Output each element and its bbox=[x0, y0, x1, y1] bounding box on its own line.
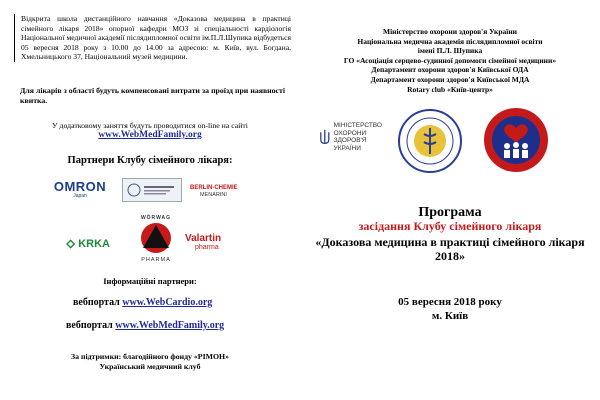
association-seal-icon bbox=[482, 106, 550, 174]
worwag-mark-icon bbox=[136, 221, 176, 255]
event-city: м. Київ bbox=[431, 310, 469, 322]
moz-logo-line: ОХОРОНИ bbox=[333, 129, 367, 137]
organizers-block bbox=[300, 27, 600, 94]
academy-seal-icon bbox=[397, 108, 463, 174]
webcardio-link[interactable]: www.WebCardio.org bbox=[122, 297, 213, 308]
moz-logo bbox=[320, 112, 382, 162]
krka-mark-icon bbox=[66, 237, 75, 251]
online-note: У додатковому заняття будуть проводитися on-line на сайті bbox=[52, 121, 248, 130]
trident-icon bbox=[320, 127, 330, 147]
krka-logo-text: KRKA bbox=[78, 238, 110, 250]
moz-logo-line: ЗДОРОВ'Я bbox=[333, 137, 367, 144]
organizer-line: Міністерство охорони здоров'я України bbox=[382, 27, 517, 36]
moz-logo-line: МІНІСТЕРСТВО bbox=[333, 122, 382, 129]
omron-logo-text: OMRON bbox=[53, 178, 107, 194]
partner-logo-medical-university bbox=[122, 178, 182, 202]
site-link[interactable]: www.WebMedFamily.org bbox=[98, 130, 202, 140]
worwag-logo bbox=[134, 210, 178, 268]
portal-label: вебпортал bbox=[66, 320, 113, 331]
berlin-chemie-logo-text: BERLIN-CHEMIE bbox=[190, 184, 238, 191]
program-theme: «Доказова медицина в практиці сімейного лікаря 2018» bbox=[315, 235, 585, 263]
organizer-line: Департамент охорони здоров'я Київської ОДА bbox=[371, 65, 529, 75]
program-title: Програма bbox=[418, 205, 482, 220]
info-partners-title: Інформаційні партнери: bbox=[103, 276, 197, 286]
berlin-chemie-logo bbox=[190, 180, 244, 202]
right-panel bbox=[300, 0, 600, 400]
berlin-chemie-logo-sub: MENARINI bbox=[200, 191, 227, 198]
portal-line-webmedfamily bbox=[66, 320, 224, 331]
organizer-line: ГО «Асоціація серцево-судинної допомоги сімейної медицини» bbox=[343, 55, 557, 65]
partners-title: Партнери Клубу сімейного лікаря: bbox=[67, 155, 233, 166]
club-note: Український медичний клуб bbox=[99, 362, 201, 371]
moz-logo-text bbox=[334, 122, 382, 152]
organizer-line: імені П.Л. Шупика bbox=[417, 46, 483, 56]
krka-logo bbox=[66, 236, 110, 252]
valartin-logo bbox=[185, 230, 233, 256]
organizer-line: Rotary club «Київ-центр» bbox=[407, 84, 493, 94]
worwag-logo-sub: PHARMA bbox=[141, 257, 171, 263]
portal-label: вебпортал bbox=[73, 297, 120, 308]
valartin-logo-sub: pharma bbox=[195, 244, 219, 251]
omron-logo-sub: Japan bbox=[73, 192, 87, 199]
support-note: За підтримки: благодійного фонду «РІМОН» bbox=[70, 352, 229, 361]
building-icon bbox=[125, 181, 179, 199]
worwag-logo-text: WÖRWAG bbox=[140, 215, 172, 221]
compensation-note: Для лікарів з області будуть компенсовані витрати за проїзд при наявності квитка. bbox=[20, 86, 285, 105]
portal-line-webcardio bbox=[73, 297, 212, 308]
organizer-line: Департамент охорони здоров'я Київської МДА bbox=[370, 74, 530, 84]
intro-text: Відкрита школа дистанційного навчання «Доказова медицина в практиці сімейного лікаря 2018» опорної кафедри МОЗ зі спеціальності кардіологія Національної медичної академії післядипломної освіти ім.П.Л.Шупика відбудеться 05 вересня 2018 року з 10.00 до 14.00 за адресою: м. Київ, вул. Богдана, Хмельницького 37, Національний музей медицини. bbox=[14, 14, 291, 62]
program-subtitle: засідання Клубу сімейного лікаря bbox=[358, 219, 542, 233]
omron-logo bbox=[52, 178, 108, 200]
valartin-logo-text: Valartin bbox=[185, 233, 222, 244]
moz-logo-line: УКРАЇНИ bbox=[333, 144, 361, 152]
event-date: 05 вересня 2018 року bbox=[398, 296, 502, 308]
webmedfamily-link[interactable]: www.WebMedFamily.org bbox=[115, 320, 225, 331]
organizer-line: Національна медична академія післядипломної освіти bbox=[357, 36, 543, 46]
